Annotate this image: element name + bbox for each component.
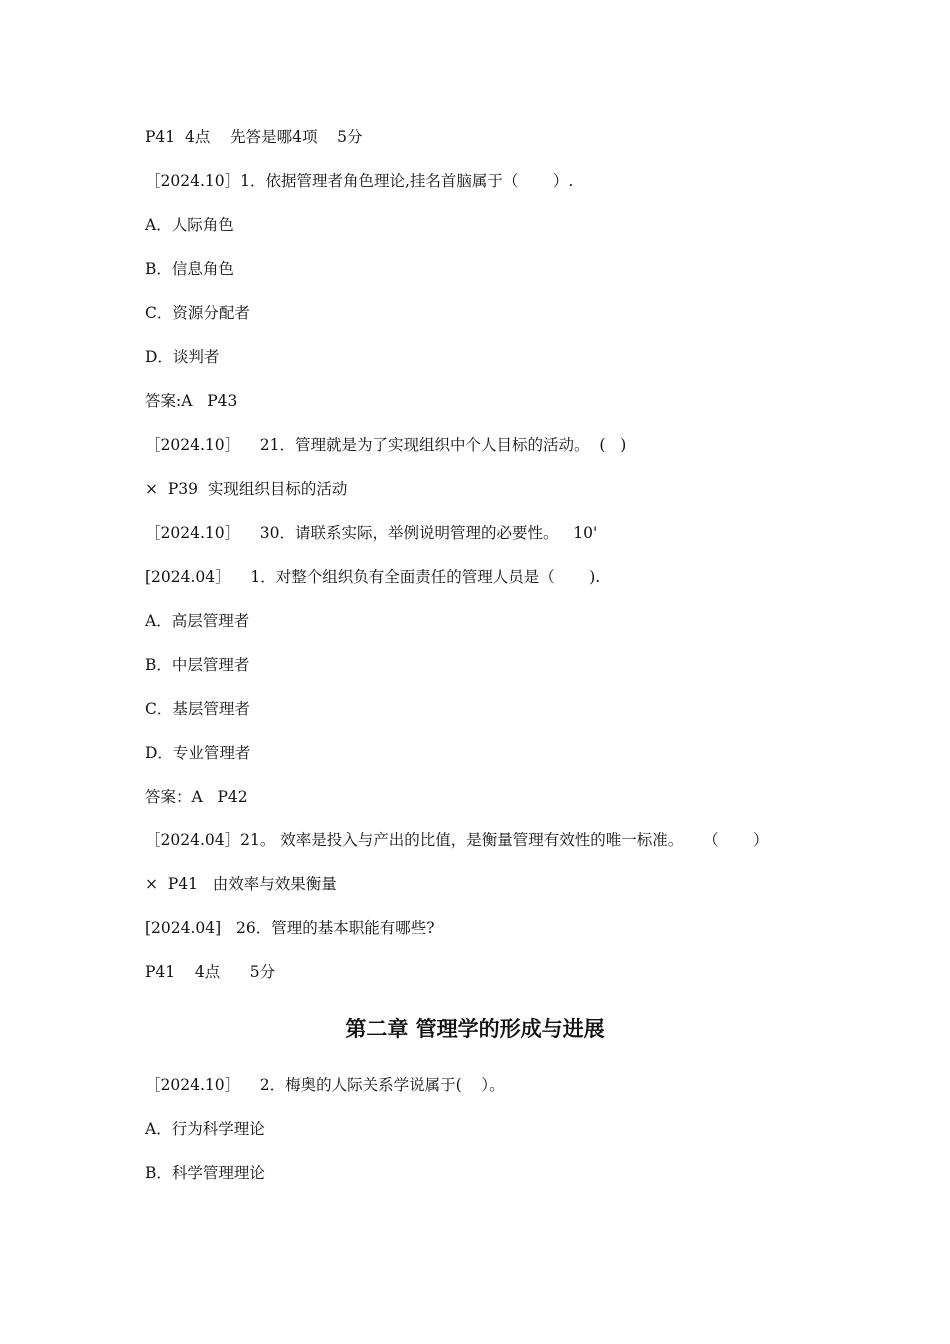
option-line: B．中层管理者: [145, 656, 250, 674]
option-line: D．专业管理者: [145, 744, 251, 762]
question-line: [2024.04］ 1．对整个组织负有全面责任的管理人员是（ ).: [145, 568, 601, 586]
answer-line: × P39 实现组织目标的活动: [145, 480, 348, 498]
question-line: ［2024.04］21。 效率是投入与产出的比值，是衡量管理有效性的唯一标准。 （ ）: [145, 831, 769, 849]
question-line: ［2024.10］ 2．梅奥的人际关系学说属于( ）。: [145, 1076, 505, 1094]
question-line: [2024.04] 26．管理的基本职能有哪些?: [145, 919, 435, 937]
option-line: B．信息角色: [145, 260, 234, 278]
option-line: C．基层管理者: [145, 700, 250, 718]
option-line: D．谈判者: [145, 348, 220, 366]
question-line: ［2024.10］1．依据管理者角色理论,挂名首脑属于（ ）.: [145, 172, 574, 190]
answer-line: × P41 由效率与效果衡量: [145, 875, 337, 893]
option-line: C．资源分配者: [145, 304, 250, 322]
option-line: A．高层管理者: [145, 612, 250, 630]
option-line: A．人际角色: [145, 216, 234, 234]
option-line: A．行为科学理论: [145, 1120, 265, 1138]
answer-line: P41 4点 5分: [145, 963, 276, 981]
answer-line: 答案：A P42: [145, 788, 248, 806]
question-line: ［2024.10］ 30．请联系实际，举例说明管理的必要性。 10': [145, 524, 598, 542]
chapter-title: 第二章 管理学的形成与进展: [345, 1017, 605, 1041]
answer-line: 答案:A P43: [145, 392, 238, 410]
option-line: B．科学管理理论: [145, 1164, 265, 1182]
text-line: P41 4点 先答是哪4项 5分: [145, 128, 363, 146]
question-line: ［2024.10］ 21．管理就是为了实现组织中个人目标的活动。 ( ): [145, 436, 627, 454]
